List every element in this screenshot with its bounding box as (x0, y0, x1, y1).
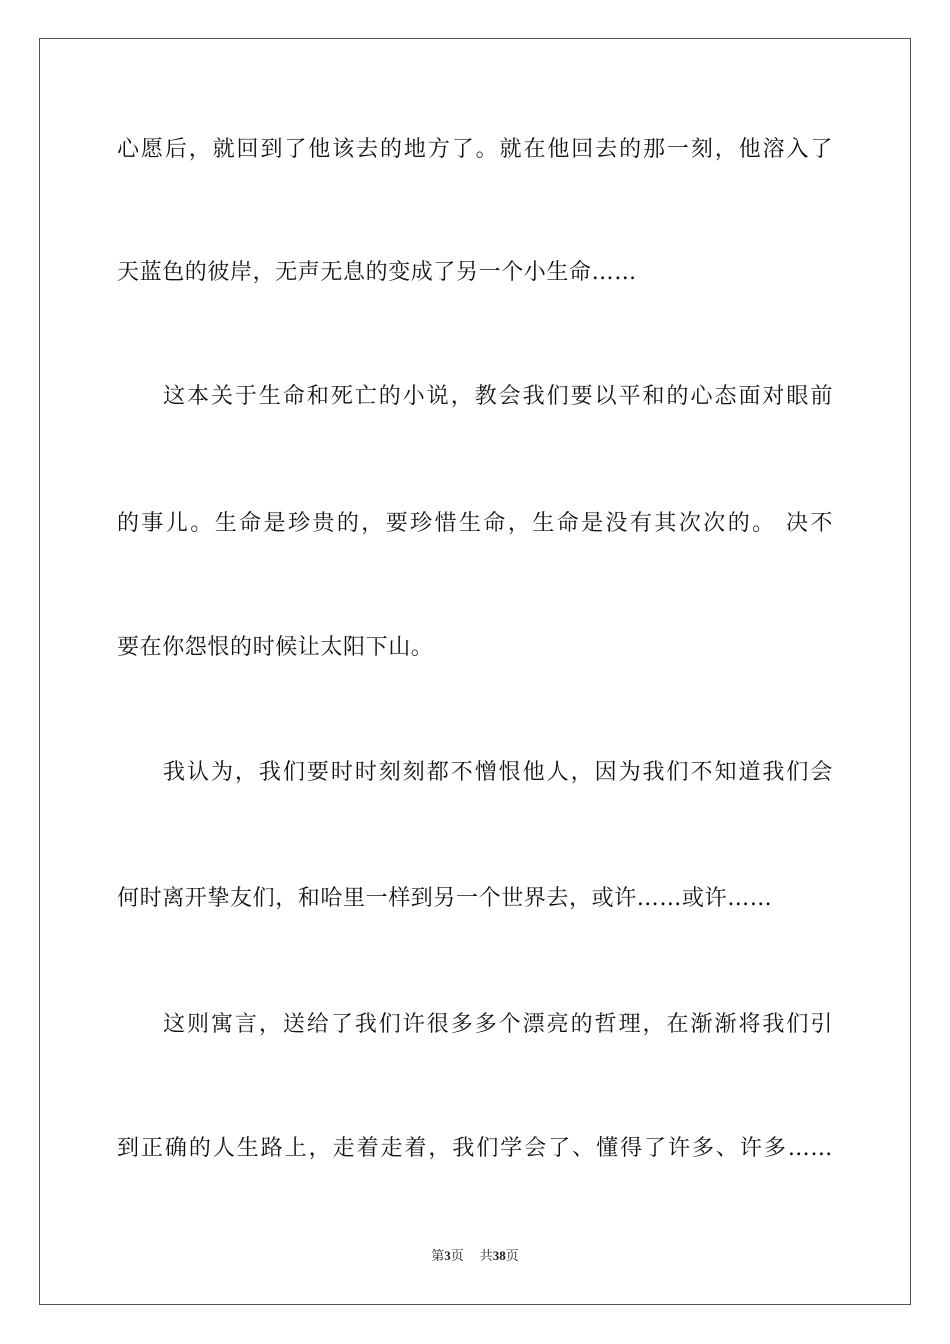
paragraph-line: 的事儿。生命是珍贵的，要珍惜生命，生命是没有其次次的。 决不 (117, 511, 833, 536)
total-unit: 页 (505, 1249, 519, 1264)
paragraph-line: 心愿后，就回到了他该去的地方了。就在他回去的那一刻，他溶入了 (117, 137, 833, 162)
paragraph-line: 要在你怨恨的时候让太阳下山。 (117, 635, 434, 660)
page-total: 38 (492, 1248, 506, 1263)
total-prefix: 共 (479, 1249, 493, 1264)
paragraph-line: 到正确的人生路上，走着走着，我们学会了、懂得了许多、许多…… (117, 1136, 833, 1161)
page-border (39, 38, 911, 1305)
page-unit: 页 (450, 1249, 464, 1264)
paragraph-line: 天蓝色的彼岸，无声无息的变成了另一个小生命…… (117, 260, 637, 285)
paragraph-line: 这本关于生命和死亡的小说，教会我们要以平和的心态面对眼前 (163, 384, 833, 409)
paragraph-line: 何时离开挚友们，和哈里一样到另一个世界去，或许……或许…… (117, 886, 773, 911)
paragraph-line: 这则寓言，送给了我们许很多多个漂亮的哲理，在渐渐将我们引 (163, 1012, 833, 1037)
page-footer (0, 1247, 950, 1266)
paragraph-line: 我认为，我们要时时刻刻都不憎恨他人，因为我们不知道我们会 (163, 760, 833, 785)
page-prefix: 第 (431, 1249, 445, 1264)
page-current: 3 (444, 1248, 451, 1263)
